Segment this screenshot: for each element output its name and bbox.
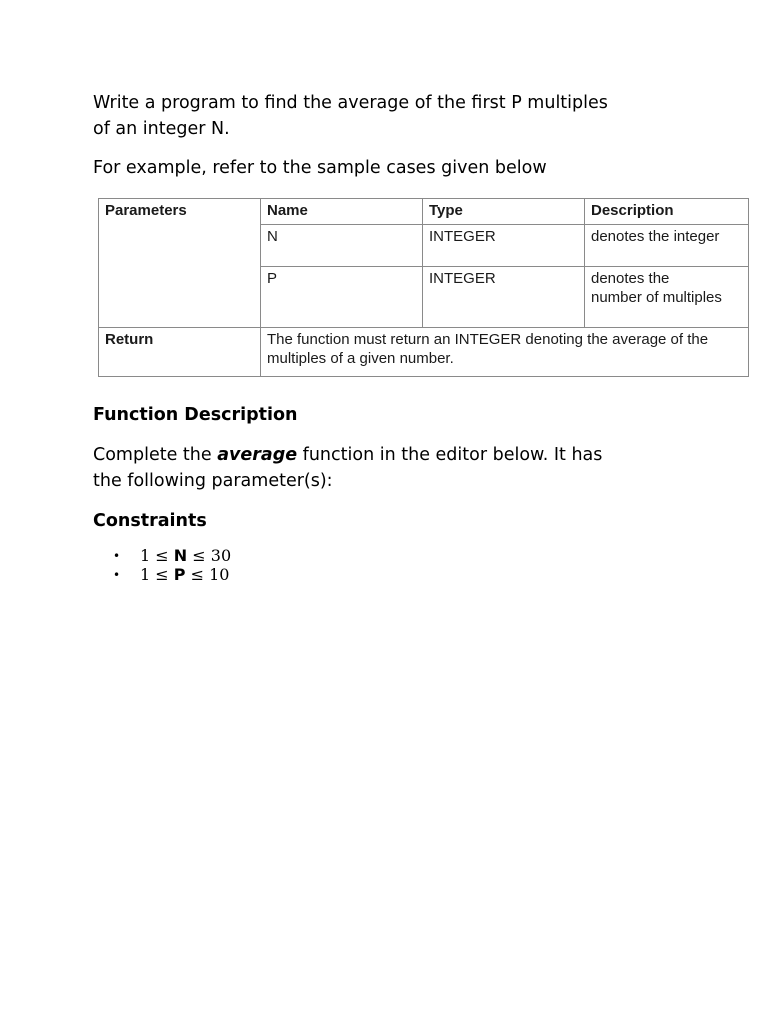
return-label-cell xyxy=(99,328,261,377)
function-description-line-2: the following parameter(s): xyxy=(93,471,333,491)
constraint-item xyxy=(113,546,231,566)
constraint-variable: P xyxy=(173,565,186,584)
bullet-icon: • xyxy=(113,568,121,582)
function-name: average xyxy=(217,445,298,465)
function-description-suffix: function in the editor below. It has xyxy=(297,445,603,465)
param-type-cell: INTEGER xyxy=(423,225,585,267)
parameters-label-cell xyxy=(99,199,261,328)
constraint-low: 1 xyxy=(140,546,151,565)
function-description-heading: Function Description xyxy=(93,405,298,425)
param-description-cell: denotes the integer xyxy=(585,225,749,267)
return-description-cell: The function must return an INTEGER denoting the average of the multiples of a given number. xyxy=(261,328,749,377)
constraint-op: ≤ xyxy=(192,546,206,565)
constraint-op: ≤ xyxy=(155,546,169,565)
return-row xyxy=(99,328,749,377)
param-type-cell: INTEGER xyxy=(423,267,585,328)
constraint-item xyxy=(113,565,229,585)
parameters-label: Parameters xyxy=(105,202,187,219)
header-description-cell: Description xyxy=(585,199,749,225)
table-header-row xyxy=(99,199,749,225)
constraint-op: ≤ xyxy=(190,565,205,584)
constraints-heading: Constraints xyxy=(93,511,207,531)
header-name-cell: Name xyxy=(261,199,423,225)
constraint-variable: N xyxy=(173,546,188,565)
return-label: Return xyxy=(105,331,154,348)
function-description-line-1 xyxy=(93,442,602,468)
constraint-op: ≤ xyxy=(155,565,169,584)
constraint-high: 30 xyxy=(210,546,232,565)
constraint-low: 1 xyxy=(140,565,151,584)
param-description-cell: denotes the number of multiples xyxy=(585,267,749,328)
param-name-cell: N xyxy=(261,225,423,267)
example-line: For example, refer to the sample cases given below xyxy=(93,158,547,178)
intro-line-1: Write a program to find the average of the first P multiples xyxy=(93,93,608,113)
header-type-cell: Type xyxy=(423,199,585,225)
function-description-prefix: Complete the xyxy=(93,445,218,465)
parameters-table xyxy=(98,198,749,377)
param-name-cell: P xyxy=(261,267,423,328)
bullet-icon: • xyxy=(113,549,121,563)
intro-line-2: of an integer N. xyxy=(93,119,230,139)
constraint-high: 10 xyxy=(209,565,230,584)
